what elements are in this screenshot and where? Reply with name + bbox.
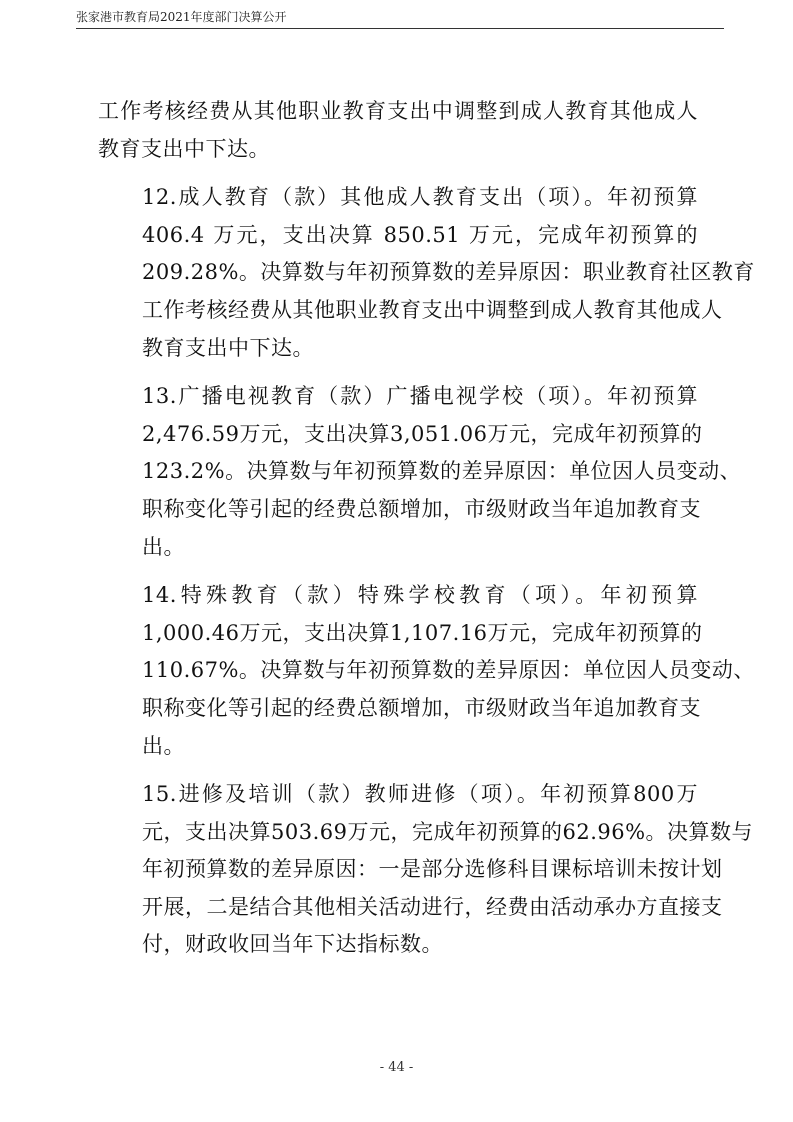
text-line: 出。: [142, 534, 185, 559]
document-body: [98, 93, 755, 975]
text-line: 209.28%。决算数与年初预算数的差异原因：职业教育社区教育: [142, 260, 755, 285]
text-line: 开展，二是结合其他相关活动进行，经费由活动承办方直接支: [142, 894, 723, 919]
text-line: 工作考核经费从其他职业教育支出中调整到成人教育其他成人: [142, 297, 723, 322]
text-line: 职称变化等引起的经费总额增加，市级财政当年追加教育支: [142, 496, 701, 521]
text-line: 14.特殊教育（款）特殊学校教育（项）。年初预算: [142, 583, 698, 608]
text-line: 教育支出中下达。: [98, 136, 270, 161]
text-line: 付，财政收回当年下达指标数。: [142, 932, 443, 957]
text-line: 年初预算数的差异原因：一是部分选修科目课标培训未按计划: [142, 857, 723, 882]
text-line: 职称变化等引起的经费总额增加，市级财政当年追加教育支: [142, 695, 701, 720]
page-number: - 44 -: [379, 1060, 414, 1075]
paragraph-item-12: [98, 179, 755, 367]
text-line: 1,000.46万元，支出决算1,107.16万元，完成年初预算的: [142, 620, 703, 645]
text-line: 12.成人教育（款）其他成人教育支出（项）。年初预算: [142, 185, 698, 210]
text-line: 406.4 万元，支出决算 850.51 万元，完成年初预算的: [142, 222, 698, 247]
text-line: 2,476.59万元，支出决算3,051.06万元，完成年初预算的: [142, 421, 703, 446]
paragraph-item-13: [98, 378, 742, 566]
text-line: 工作考核经费从其他职业教育支出中调整到成人教育其他成人: [98, 99, 698, 123]
page-header: [76, 8, 724, 29]
paragraph-item-15: [98, 776, 754, 964]
paragraph-item-14: [98, 577, 755, 765]
text-line: 15.进修及培训（款）教师进修（项）。年初预算800万: [142, 782, 698, 807]
text-line: 出。: [142, 733, 185, 758]
text-line: 元，支出决算503.69万元，完成年初预算的62.96%。决算数与: [142, 819, 754, 844]
text-line: 110.67%。决算数与年初预算数的差异原因：单位因人员变动、: [142, 658, 755, 683]
text-line: 13.广播电视教育（款）广播电视学校（项）。年初预算: [142, 384, 698, 409]
header-title: 张家港市教育局2021年度部门决算公开: [76, 10, 287, 24]
text-line: 教育支出中下达。: [142, 335, 314, 360]
paragraph-continuation: [98, 93, 698, 168]
text-line: 123.2%。决算数与年初预算数的差异原因：单位因人员变动、: [142, 459, 742, 484]
